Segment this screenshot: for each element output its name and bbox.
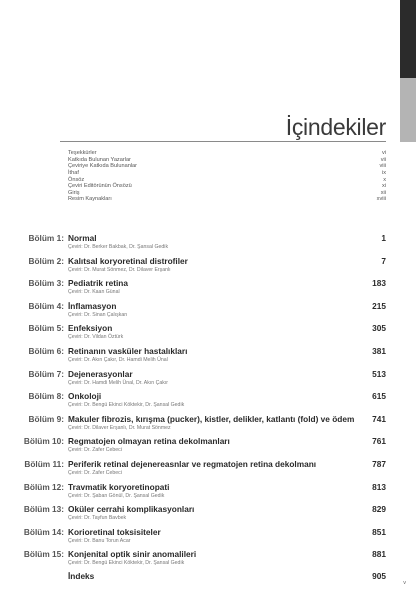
chapter-translators: Çeviri: Dr. Zafer Cebeci xyxy=(68,470,122,476)
chapter-title: Travmatik koryoretinopati xyxy=(68,481,170,492)
thumb-tab-grey xyxy=(400,78,416,142)
front-matter-label: Çeviriye Katkıda Bulunanlar xyxy=(68,163,138,170)
front-matter-label: İthaf xyxy=(68,169,79,176)
front-matter-item[interactable] xyxy=(68,157,386,164)
chapter-page: 215 xyxy=(372,300,386,311)
front-matter-list xyxy=(68,150,386,203)
chapter-number: Bölüm 8: xyxy=(28,391,64,402)
front-matter-item[interactable] xyxy=(68,183,386,190)
chapter-entry[interactable] xyxy=(0,368,416,392)
chapter-translators: Çeviri: Dr. Berker Bakbak, Dr. Şansal Gedik xyxy=(68,244,169,250)
chapter-entry[interactable] xyxy=(0,322,416,346)
chapter-title: Konjenital optik sinir anomalileri xyxy=(68,549,197,560)
thumb-tab-dark xyxy=(400,0,416,78)
chapter-number: Bölüm 13: xyxy=(23,504,64,515)
chapter-number: Bölüm 3: xyxy=(28,278,64,289)
chapter-page: 513 xyxy=(372,368,386,379)
front-matter-label: Çeviri Editörünün Önsözü xyxy=(68,183,132,190)
chapter-page: 813 xyxy=(372,481,386,492)
chapter-page: 881 xyxy=(372,549,386,560)
chapter-translators: Çeviri: Dr. Vildan Öztürk xyxy=(68,334,124,341)
chapter-title: Regmatojen olmayan retina dekolmanları xyxy=(68,436,230,447)
chapter-number: Bölüm 15: xyxy=(23,549,64,560)
chapter-entry[interactable] xyxy=(0,390,416,414)
chapter-title: Normal xyxy=(68,233,97,243)
chapter-title: Dejenerasyonlar xyxy=(68,368,133,379)
chapter-page: 787 xyxy=(372,459,386,469)
chapter-translators: Çeviri: Dr. Sinan Çalışkan xyxy=(68,311,128,318)
chapter-entry[interactable] xyxy=(0,300,416,324)
front-matter-page: xi xyxy=(381,183,386,190)
front-matter-label: Giriş xyxy=(68,189,80,196)
page-title: İçindekiler xyxy=(285,114,386,140)
chapter-entry[interactable] xyxy=(0,413,416,437)
chapter-entry[interactable] xyxy=(0,232,416,256)
chapter-title: Oküler cerrahi komplikasyonları xyxy=(68,504,195,515)
index-page: 905 xyxy=(372,571,386,581)
chapter-title: İnflamasyon xyxy=(68,300,117,311)
chapter-translators: Çeviri: Dr. Şaban Gönül, Dr. Şansal Gedik xyxy=(68,492,165,499)
front-matter-item[interactable] xyxy=(68,190,386,197)
front-matter-label: Resim Kaynakları xyxy=(68,196,112,203)
chapter-page: 741 xyxy=(372,413,386,424)
chapter-number: Bölüm 7: xyxy=(28,368,64,379)
chapter-page: 381 xyxy=(372,346,386,356)
chapter-number: Bölüm 11: xyxy=(24,459,64,469)
front-matter-label: Teşekkürler xyxy=(68,150,97,156)
chapter-entry[interactable] xyxy=(0,481,416,505)
chapter-page: 851 xyxy=(372,526,386,537)
chapter-translators: Çeviri: Dr. Kaan Günal xyxy=(68,289,120,296)
page-number: v xyxy=(403,580,406,586)
front-matter-item[interactable] xyxy=(68,196,386,203)
title-divider xyxy=(60,141,386,142)
front-matter-page: viii xyxy=(379,163,386,170)
front-matter-item[interactable] xyxy=(68,163,386,170)
chapter-page: 615 xyxy=(372,391,386,402)
chapter-translators: Çeviri: Dr. Banu Torun Acar xyxy=(68,537,131,544)
chapter-number: Bölüm 12: xyxy=(23,481,64,492)
chapter-entry[interactable] xyxy=(0,458,416,482)
chapter-entry[interactable] xyxy=(0,503,416,527)
chapter-number: Bölüm 14: xyxy=(23,526,64,537)
chapter-title: Enfeksiyon xyxy=(68,323,113,334)
front-matter-page: vi xyxy=(381,150,386,156)
chapter-translators: Çeviri: Dr. Dilaver Erşanlı, Dr. Murat Sönmez xyxy=(68,424,171,431)
chapter-entry[interactable] xyxy=(0,435,416,459)
chapter-number: Bölüm 1: xyxy=(28,233,64,243)
chapter-number: Bölüm 5: xyxy=(28,323,64,334)
front-matter-page: x xyxy=(383,176,386,183)
chapter-entry[interactable] xyxy=(0,526,416,550)
chapter-title: Pediatrik retina xyxy=(68,278,128,289)
front-matter-page: xii xyxy=(380,189,386,196)
front-matter-page: vii xyxy=(380,156,386,163)
chapter-page: 7 xyxy=(381,255,386,266)
chapter-number: Bölüm 10: xyxy=(23,436,64,447)
index-entry[interactable] xyxy=(0,571,416,585)
chapter-translators: Çeviri: Dr. Zafer Cebeci xyxy=(68,447,122,454)
chapter-translators: Çeviri: Dr. Bengü Ekinci Köktekir, Dr. Şansal Gedik xyxy=(68,560,185,567)
chapter-translators: Çeviri: Dr. Tayfun Bavbek xyxy=(68,515,127,522)
chapter-page: 305 xyxy=(372,323,386,334)
chapter-title: Makuler fibrozis, kırışma (pucker), kistler, delikler, katlantı (fold) ve ödem xyxy=(68,413,355,424)
chapter-title: Korioretinal toksisiteler xyxy=(68,526,161,537)
chapter-translators: Çeviri: Dr. Murat Sönmez, Dr. Dilaver Erşanlı xyxy=(68,266,171,273)
chapter-page: 1 xyxy=(381,233,386,243)
chapter-page: 761 xyxy=(372,436,386,447)
chapter-translators: Çeviri: Dr. Hamdi Melih Ünal, Dr. Akın Çakır xyxy=(68,379,169,386)
chapter-entry[interactable] xyxy=(0,277,416,301)
chapter-title: Kalıtsal koryoretinal distrofiler xyxy=(68,255,188,266)
front-matter-page: xviii xyxy=(376,196,386,203)
front-matter-item[interactable] xyxy=(68,170,386,177)
front-matter-label: Katkıda Bulunan Yazarlar xyxy=(68,156,131,163)
chapter-number: Bölüm 4: xyxy=(28,300,64,311)
front-matter-label: Önsöz xyxy=(68,176,85,183)
chapter-translators: Çeviri: Dr. Bengü Ekinci Köktekir, Dr. Şansal Gedik xyxy=(68,402,185,409)
chapter-entry[interactable] xyxy=(0,548,416,572)
chapter-entry[interactable] xyxy=(0,255,416,279)
index-label: İndeks xyxy=(68,571,95,581)
chapter-title: Periferik retinal dejenereasnlar ve regmatojen retina dekolmanı xyxy=(68,459,317,469)
chapter-page: 183 xyxy=(372,278,386,289)
chapter-page: 829 xyxy=(372,504,386,515)
chapter-title: Onkoloji xyxy=(68,391,102,402)
front-matter-page: ix xyxy=(381,169,386,176)
chapter-title: Retinanın vasküler hastalıkları xyxy=(68,346,188,356)
front-matter-item[interactable] xyxy=(68,150,386,157)
chapter-number: Bölüm 2: xyxy=(28,255,64,266)
chapter-number: Bölüm 9: xyxy=(28,413,64,424)
chapter-number: Bölüm 6: xyxy=(28,346,64,356)
chapter-translators: Çeviri: Dr. Akın Çakır, Dr. Hamdi Melih Ünal xyxy=(68,357,168,363)
chapter-entry[interactable] xyxy=(0,345,416,369)
